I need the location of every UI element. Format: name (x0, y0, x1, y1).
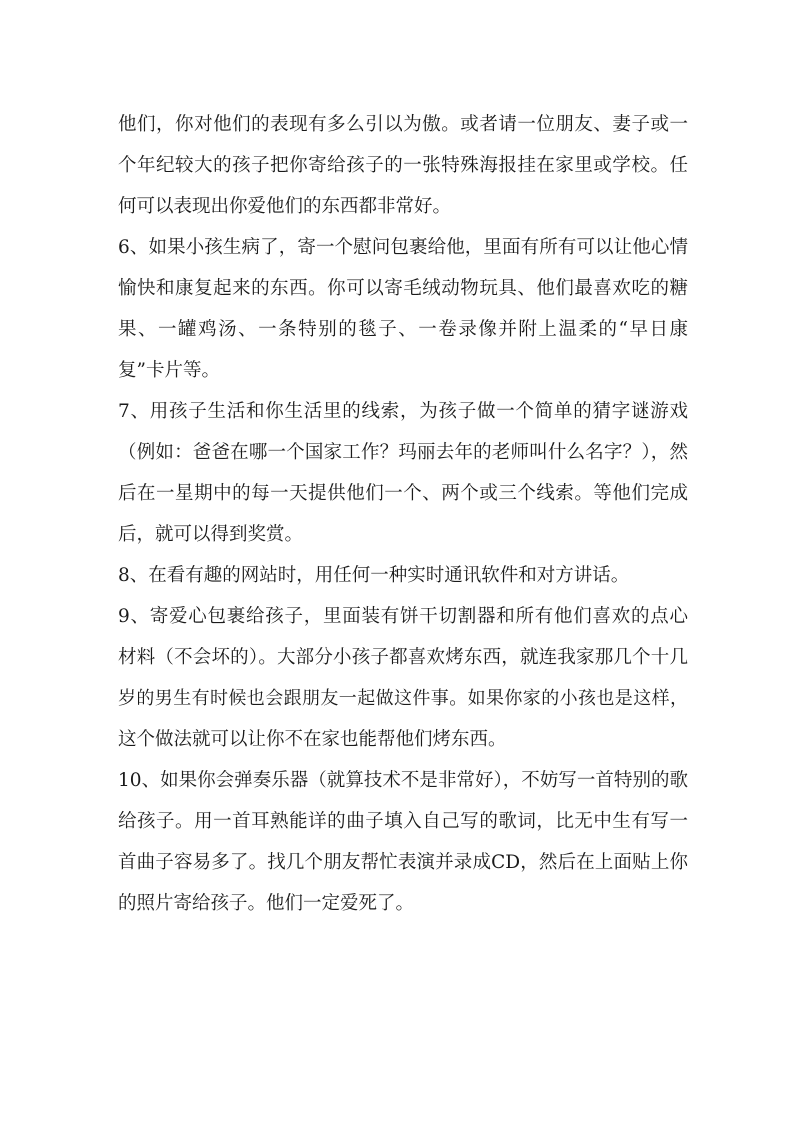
text-line: 10、如果你会弹奏乐器（就算技术不是非常好），不妨写一首特别的歌 (118, 770, 688, 791)
text-line: 的照片寄给孩子。他们一定爱死了。 (118, 893, 415, 914)
text-line: 个年纪较大的孩子把你寄给孩子的一张特殊海报挂在家里或学校。任 (118, 155, 688, 176)
text-line: 6、如果小孩生病了，寄一个慰问包裹给他，里面有所有可以让他心情 (118, 237, 688, 258)
text-line: 复”卡片等。 (118, 360, 220, 381)
text-line: 8、在看有趣的网站时，用任何一种实时通讯软件和对方讲话。 (118, 565, 630, 586)
paragraph-5 (118, 596, 688, 760)
text-line: 何可以表现出你爱他们的东西都非常好。 (118, 196, 452, 217)
text-line: 9、寄爱心包裹给孩子，里面装有饼干切割器和所有他们喜欢的点心 (118, 606, 688, 627)
document-body (118, 104, 688, 924)
paragraph-4 (118, 555, 688, 596)
text-line: 后在一星期中的每一天提供他们一个、两个或三个线索。等他们完成 (118, 483, 688, 504)
paragraph-2 (118, 227, 688, 391)
text-line: （例如：爸爸在哪一个国家工作？玛丽去年的老师叫什么名字？），然 (118, 442, 688, 463)
paragraph-1 (118, 104, 688, 227)
paragraph-6 (118, 760, 688, 924)
text-line: 愉快和康复起来的东西。你可以寄毛绒动物玩具、他们最喜欢吃的糖 (118, 278, 688, 299)
text-line: 他们，你对他们的表现有多么引以为傲。或者请一位朋友、妻子或一 (118, 114, 688, 135)
text-line: 首曲子容易多了。找几个朋友帮忙表演并录成CD，然后在上面贴上你 (118, 852, 688, 873)
text-line: 材料（不会坏的）。大部分小孩子都喜欢烤东西，就连我家那几个十几 (118, 647, 688, 668)
text-line: 给孩子。用一首耳熟能详的曲子填入自己写的歌词，比无中生有写一 (118, 811, 688, 832)
text-line: 7、用孩子生活和你生活里的线索，为孩子做一个简单的猜字谜游戏 (118, 401, 688, 422)
text-line: 后，就可以得到奖赏。 (118, 524, 304, 545)
paragraph-3 (118, 391, 688, 555)
text-line: 果、一罐鸡汤、一条特别的毯子、一卷录像并附上温柔的“早日康 (118, 319, 688, 340)
text-line: 这个做法就可以让你不在家也能帮他们烤东西。 (118, 729, 507, 750)
text-line: 岁的男生有时候也会跟朋友一起做这件事。如果你家的小孩也是这样， (118, 688, 688, 709)
